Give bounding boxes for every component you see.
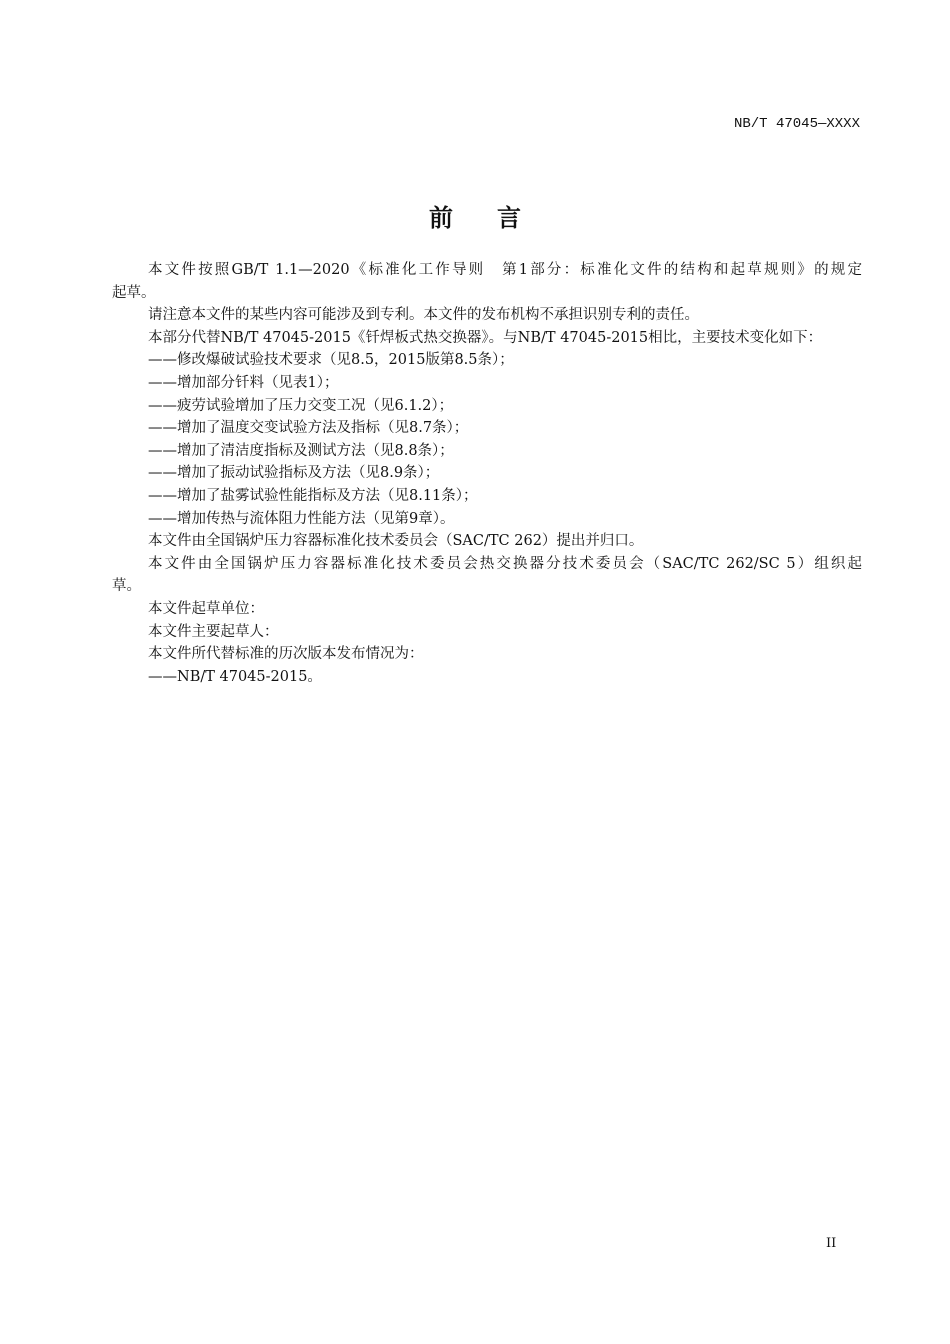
paragraph-line: 本文件主要起草人： [148,623,279,640]
foreword-body [112,259,862,688]
page-number: II [826,1236,837,1251]
list-item: ——增加部分钎料（见表1）； [148,374,339,391]
paragraph-line: 本文件由全国锅炉压力容器标准化技术委员会热交换器分技术委员会（SAC/TC 262/SC 5）组织起 [148,555,862,572]
paragraph-line: 草。 [112,578,141,595]
list-item: ——NB/T 47045-2015。 [148,668,322,685]
paragraph-line: 本文件起草单位： [148,600,264,617]
list-item: ——增加了振动试验指标及方法（见8.9条）； [148,465,440,482]
list-item: ——增加了温度交变试验方法及指标（见8.7条）； [148,420,469,437]
paragraph-line: 本文件按照GB/T 1.1—2020《标准化工作导则 第1部分：标准化文件的结构和起草规则》的规定 [148,262,862,278]
page-title: 前言 [429,204,565,232]
list-item: ——疲劳试验增加了压力交变工况（见6.1.2）； [148,397,454,414]
paragraph-line: 本文件由全国锅炉压力容器标准化技术委员会（SAC/TC 262）提出并归口。 [148,533,644,550]
document-number-header: NB/T 47045—XXXX [733,116,860,132]
paragraph-line: 本部分代替NB/T 47045-2015《钎焊板式热交换器》。与NB/T 47045-2015相比，主要技术变化如下： [148,329,823,346]
paragraph-line: 请注意本文件的某些内容可能涉及到专利。本文件的发布机构不承担识别专利的责任。 [148,307,699,324]
list-item: ——修改爆破试验技术要求（见8.5，2015版第8.5条）； [148,352,514,369]
paragraph-line: 起草。 [112,284,156,301]
list-item: ——增加传热与流体阻力性能方法（见第9章）。 [148,510,455,527]
paragraph-line: 本文件所代替标准的历次版本发布情况为： [148,646,424,663]
list-item: ——增加了清洁度指标及测试方法（见8.8条）； [148,442,454,459]
list-item: ——增加了盐雾试验性能指标及方法（见8.11条）； [148,487,478,504]
